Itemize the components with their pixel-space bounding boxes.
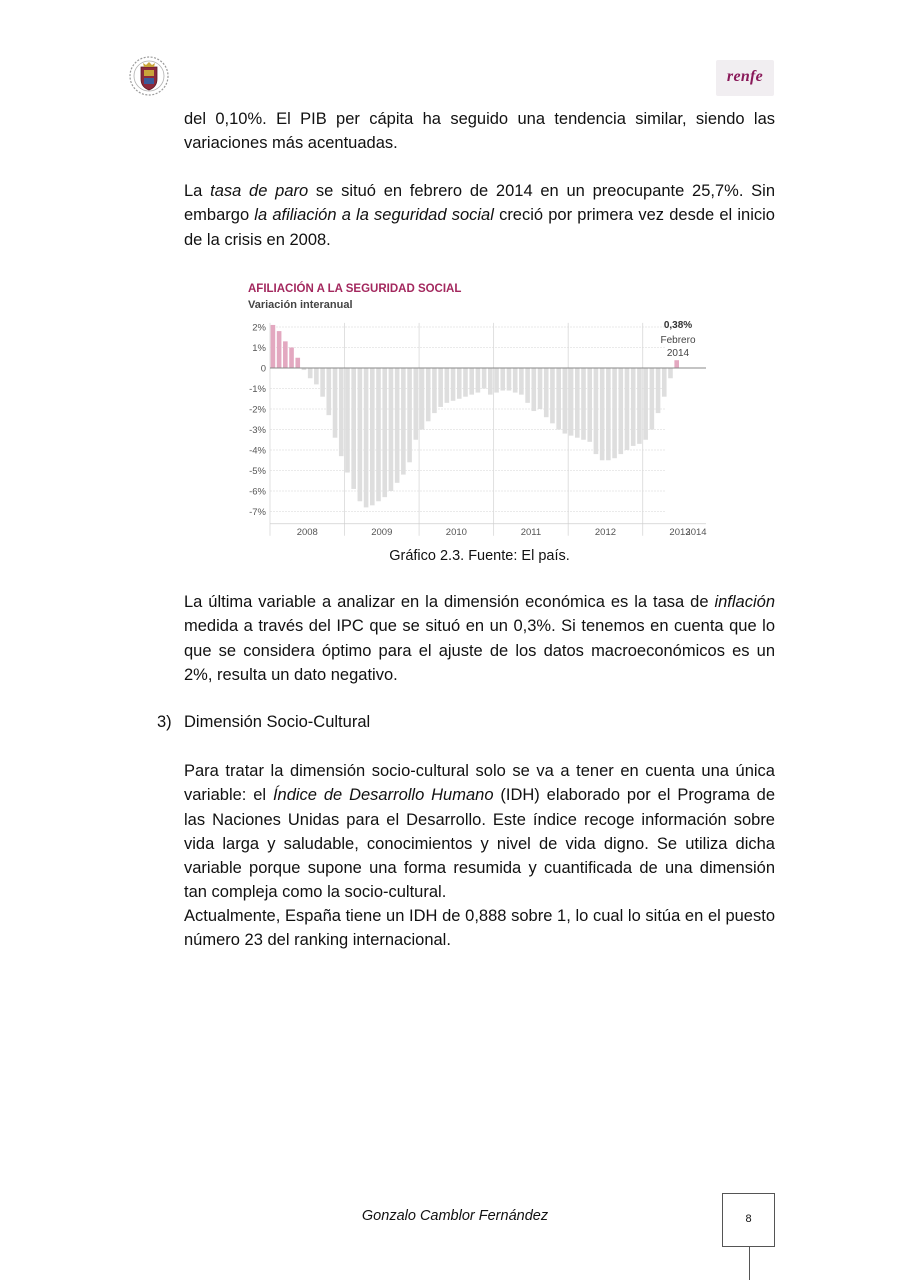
chart-x-tick-label: 2010 — [445, 526, 467, 538]
section-heading: Dimensión Socio-Cultural — [184, 713, 371, 731]
chart-bar — [656, 368, 661, 413]
chart-bar — [482, 368, 487, 389]
emphasis-idh: Índice de Desarrollo Humano — [272, 786, 494, 805]
chart-y-tick-label: -4% — [249, 445, 266, 457]
chart-bar — [612, 368, 617, 458]
page-number-box — [722, 1193, 775, 1247]
chart-bar — [587, 368, 592, 442]
text-run: creció por primera vez desde el inicio de la crisis en 2008. — [184, 206, 775, 249]
chart-y-tick-label: -1% — [249, 384, 266, 395]
page-number-line — [749, 1246, 750, 1280]
chart-bar — [668, 368, 673, 378]
chart-bar — [426, 368, 431, 421]
chart-bar — [395, 368, 400, 483]
chart-x-tick-label: 2013 — [669, 526, 691, 538]
chart-bar — [650, 368, 655, 430]
chart-bar — [606, 368, 611, 460]
chart-bar — [271, 325, 276, 368]
chart-bar — [389, 368, 394, 491]
chart-bar — [314, 368, 319, 384]
chart-bar — [364, 368, 369, 507]
paragraph-espana-idh: Actualmente, España tiene un IDH de 0,888 sobre 1, lo cual lo sitúa en el puesto número 23 del ranking internacional. — [184, 907, 775, 950]
renfe-logo — [716, 60, 774, 96]
chart-subtitle: Variación interanual — [248, 299, 353, 311]
chart-y-tick-label: -5% — [249, 466, 266, 477]
chart-bar — [532, 368, 537, 411]
chart-bar — [507, 368, 512, 391]
chart-bar — [550, 368, 555, 423]
chart-y-tick-label: -7% — [249, 507, 266, 518]
list-number: 3) — [157, 713, 172, 731]
chart-bar — [594, 368, 599, 454]
university-crest-icon — [128, 54, 170, 98]
chart-annotation-year: 2014 — [666, 348, 690, 359]
chart-bar — [581, 368, 586, 440]
chart-bar — [308, 368, 313, 378]
chart-bar — [494, 368, 499, 393]
chart-bar — [376, 368, 381, 501]
chart-bar — [519, 368, 524, 395]
chart-y-tick-label: -3% — [249, 425, 266, 436]
chart-bar — [513, 368, 518, 393]
chart-bar — [451, 368, 456, 401]
chart-bar — [488, 368, 493, 395]
chart-bar — [538, 368, 543, 409]
chart-bar — [463, 368, 468, 397]
chart-bar — [563, 368, 568, 434]
chart-bar — [476, 368, 481, 393]
paragraph-pib: del 0,10%. El PIB per cápita ha seguido una tendencia similar, siendo las variaciones más acentuadas. — [184, 110, 775, 153]
chart-caption: Gráfico 2.3. Fuente: El país. — [389, 548, 570, 564]
chart-bar — [358, 368, 363, 501]
chart-bar — [295, 358, 300, 368]
chart-bar — [469, 368, 474, 395]
chart-x-tick-label: 2009 — [371, 526, 393, 538]
chart-y-tick-label: 0 — [260, 363, 266, 375]
chart-bar — [432, 368, 437, 413]
paragraph-paro — [184, 179, 775, 252]
chart-bar — [345, 368, 350, 473]
paragraph-inflacion — [184, 590, 775, 687]
text-run: La última variable a analizar en la dimensión económica es la tasa de — [184, 593, 715, 611]
chart-bar — [457, 368, 462, 399]
chart-bar — [420, 368, 425, 430]
afiliacion-chart — [244, 278, 716, 538]
paragraph-idh — [184, 759, 775, 905]
page-number: 8 — [745, 1213, 752, 1225]
text-run: medida a través del IPC que se situó en un 0,3%. Si tenemos en cuenta que lo que se considera óptimo para el ajuste de los datos macroeconómicos es un 2%, resulta un dato negativo. — [184, 617, 775, 684]
chart-bar — [283, 341, 288, 368]
text-run: se situó en febrero de 2014 en un preocupante 25,7%. Sin embargo — [184, 182, 776, 225]
chart-bar — [600, 368, 605, 460]
chart-bar — [544, 368, 549, 417]
chart-bar — [277, 331, 282, 368]
chart-bar — [500, 368, 505, 391]
chart-bar — [631, 368, 636, 446]
chart-y-tick-label: -6% — [249, 486, 266, 498]
chart-y-tick-label: 2% — [252, 322, 266, 334]
chart-bar — [351, 368, 356, 489]
emphasis-tasa-de-paro: tasa de paro — [210, 182, 309, 200]
chart-bar — [556, 368, 561, 430]
chart-annotation-month: Febrero — [660, 335, 696, 346]
chart-y-tick-label: -2% — [249, 404, 266, 416]
text-run: La — [184, 182, 211, 200]
chart-x-tick-label: 2014 — [685, 526, 707, 538]
chart-bar — [575, 368, 580, 438]
chart-bar — [674, 360, 679, 368]
chart-bar — [401, 368, 406, 475]
chart-x-tick-label: 2012 — [594, 526, 617, 538]
chart-bar — [637, 368, 642, 444]
chart-bar — [320, 368, 325, 397]
text-run: (IDH) elaborado por el Programa de las Naciones Unidas para el Desarrollo. Este índice recoge información sobre vida larga y saludable, conocimientos y nivel de vida digno. Se utiliza dicha variable porque supone una forma resumida y cuantificada de una dimensión tan compleja como la socio-cultural. — [184, 786, 775, 902]
chart-bar — [643, 368, 648, 440]
renfe-logo-text: renfe — [726, 68, 764, 85]
emphasis-afiliacion: la afiliación a la seguridad social — [254, 206, 494, 225]
chart-title: AFILIACIÓN A LA SEGURIDAD SOCIAL — [248, 283, 462, 295]
chart-bar — [525, 368, 530, 403]
chart-bar — [382, 368, 387, 497]
chart-bar — [625, 368, 630, 450]
chart-bar — [618, 368, 623, 454]
chart-bar — [413, 368, 418, 440]
chart-bar — [327, 368, 332, 415]
chart-bar — [370, 368, 375, 505]
footer-author: Gonzalo Camblor Fernández — [361, 1208, 549, 1224]
emphasis-inflacion: inflación — [714, 593, 775, 611]
chart-bar — [333, 368, 338, 438]
chart-bar — [662, 368, 667, 397]
chart-bar — [445, 368, 450, 403]
chart-bar — [438, 368, 443, 407]
chart-x-tick-label: 2008 — [296, 526, 318, 538]
text-run: Para tratar la dimensión socio-cultural solo se va a tener en cuenta una única variable: el — [184, 762, 775, 805]
chart-annotation-value: 0,38% — [663, 320, 693, 331]
chart-bar — [569, 368, 574, 436]
chart-bar — [289, 348, 294, 369]
chart-bar — [339, 368, 344, 456]
chart-x-tick-label: 2011 — [520, 526, 542, 538]
chart-y-tick-label: 1% — [252, 343, 266, 354]
chart-bar — [407, 368, 412, 462]
